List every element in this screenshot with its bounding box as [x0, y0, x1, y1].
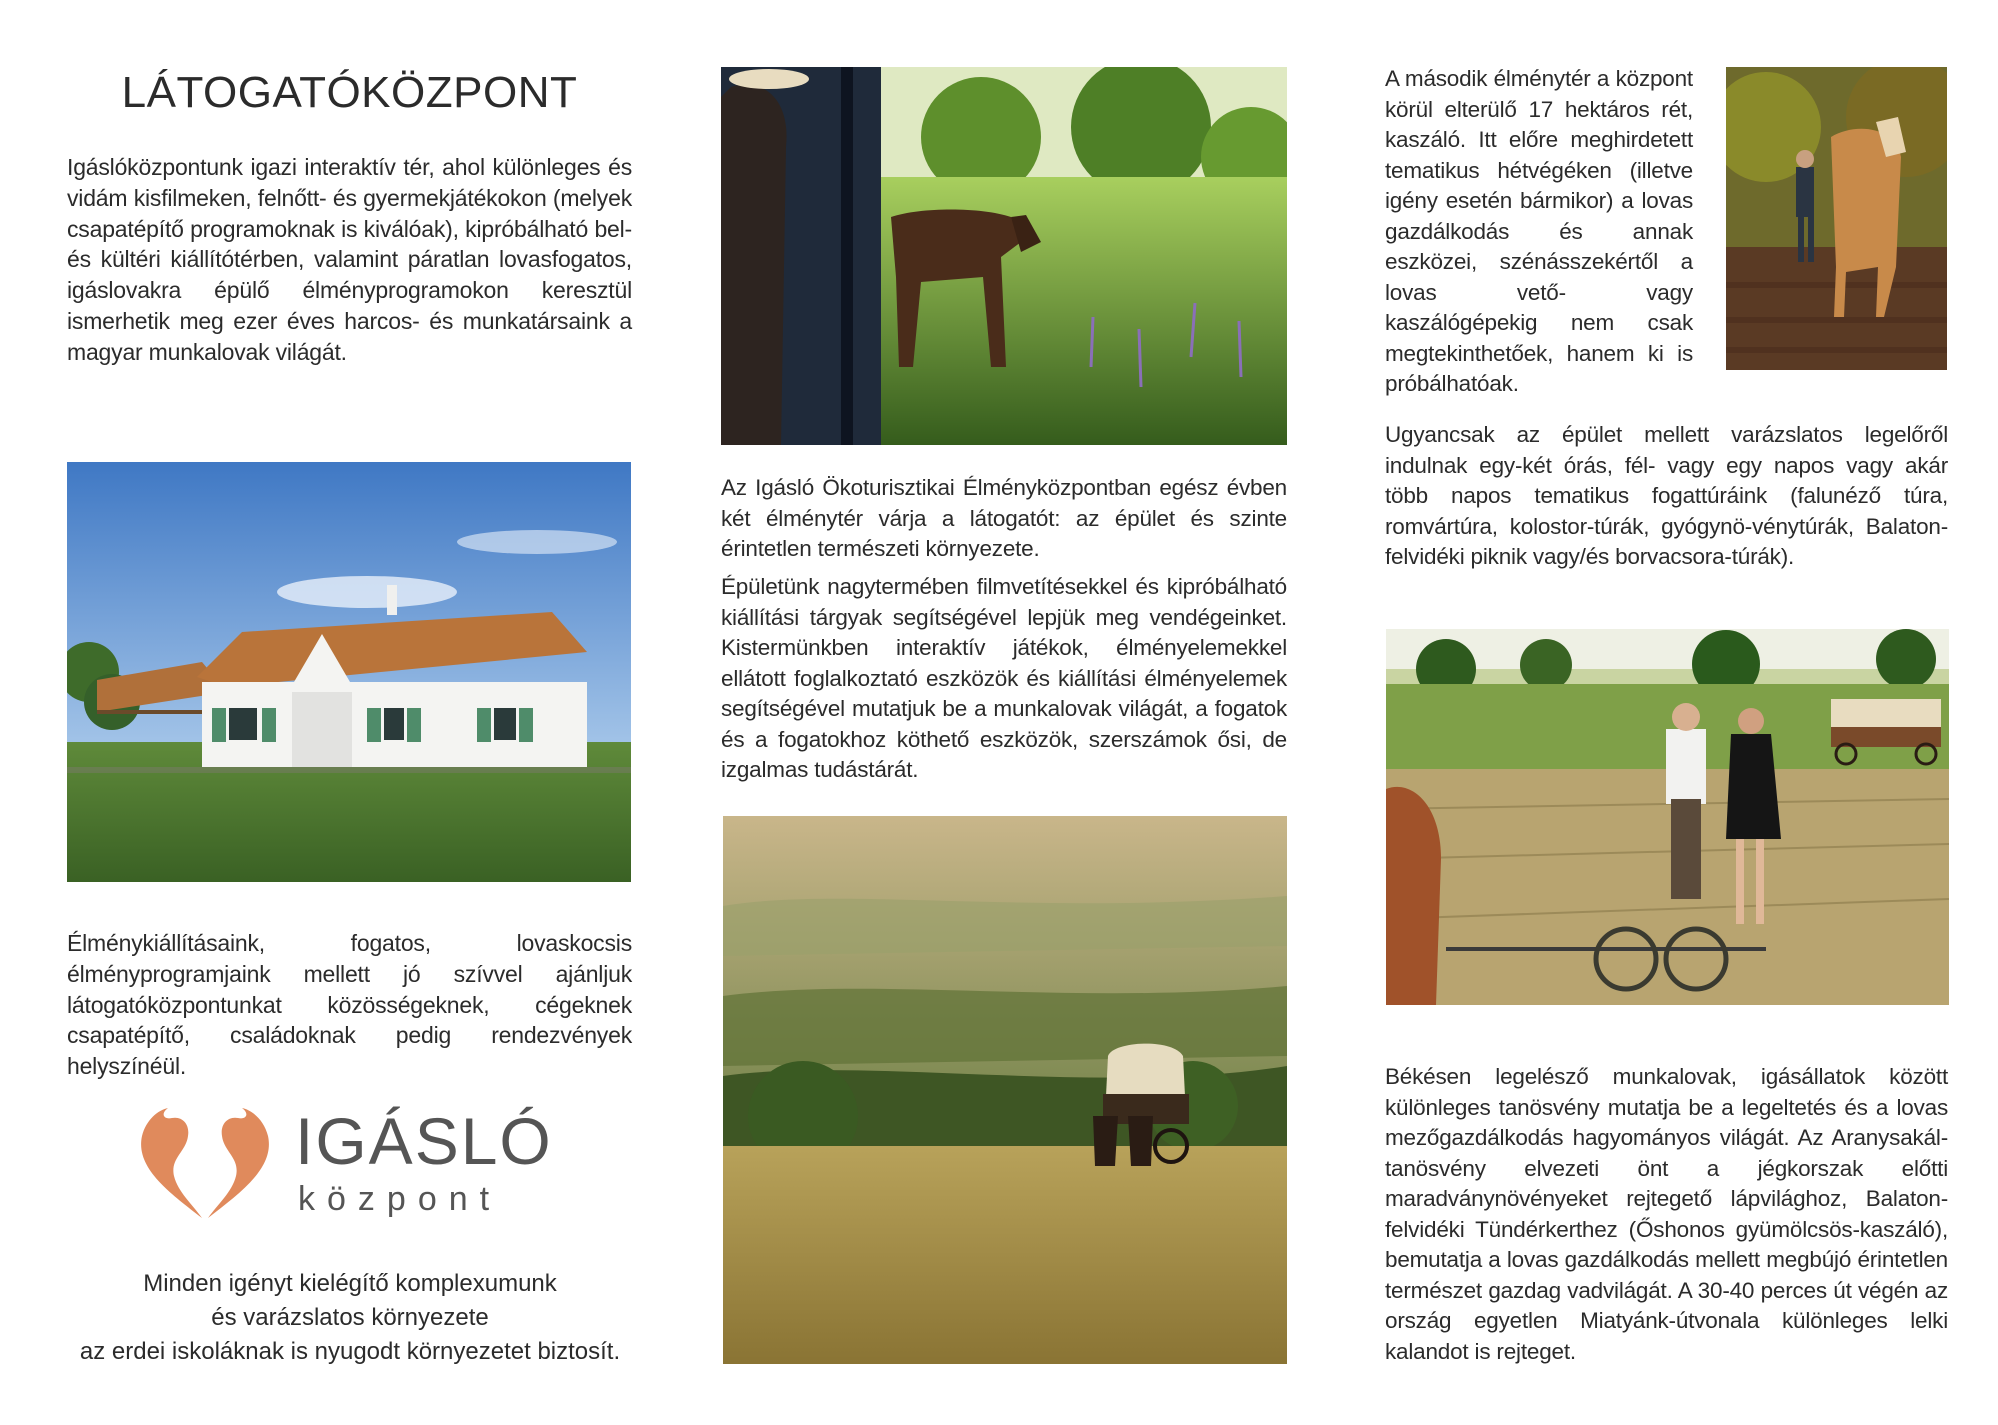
horse-meadow-photo [721, 67, 1287, 445]
closing-line-1: Minden igényt kielégítő komplexumunk [143, 1270, 557, 1297]
logo-subtitle: központ [298, 1180, 502, 1218]
closing-line-3: az erdei iskoláknak is nyugodt környezetet biztosít. [79, 1338, 621, 1365]
logo-wordmark: IGÁSLÓ [295, 1104, 553, 1178]
right-paragraph-3: Békésen legelésző munkalovak, igásállatok között különleges tanösvény mutatja be a legeltetés és a lovas mezőgazdálkodás hagyományos világát. Az Aranysakál-tanösvény elvezeti önt a jégkorszak előtti maradványnövényeket rejtegető lápvilághoz, Balaton-felvidéki Tündérkerthez (Őshonos gyümölcsös-kaszáló), bemutatja a lovas gazdálkodás mellett megbújó érintetlen természet gazdag vadvilágát. A 30-40 perces út végén az ország egyetlen Miatyánk-útvonala különleges lelki kalandot is rejteget. [1385, 1064, 1948, 1364]
igaslo-logo [130, 1098, 570, 1228]
building-render-image [67, 462, 631, 882]
intro-paragraph: Igáslóközpontunk igazi interaktív tér, ahol különleges és vidám kisfilmeken, felnőtt- és gyermekjátékokon (melyek csapatépítő programoknak is kiválóak), kipróbálható bel- és kültéri kiállítótérben, valamint páratlan lovasfogatos, igáslovakra épülő élményprogramokon keresztül ismerhetik meg ezer éves harcos- és munkatársaink a magyar munkalovak világát. [67, 154, 632, 365]
carriage-field-photo [723, 816, 1287, 1364]
closing-line-2: és varázslatos környezete [211, 1304, 489, 1331]
page-title: LÁTOGATÓKÖZPONT [121, 68, 578, 117]
middle-paragraph-1: Az Igásló Ökoturisztikai Élményközpontban egész évben két élménytér várja a látogatót: az épület és szinte érintetlen természeti környezete. [721, 475, 1287, 561]
middle-paragraph-2: Épületünk nagytermében filmvetítésekkel és kipróbálható kiállítási tárgyak segítségével lepjük meg vendégeinket. Kistermünkben interaktív játékok, élményelemekkel ellátott foglalkoztató eszközök és kiállítási élményelemek segítségével mutatjuk be a munkalovak világát, a fogatok és a fogatokhoz köthető eszközök, szerszámok ősi, de izgalmas tudástárát. [721, 574, 1287, 782]
horse-heart-logo-icon [130, 1098, 280, 1223]
right-paragraph-1: A második élménytér a központ körül elterülő 17 hektáros rét, kaszáló. Itt előre meghirdetett tematikus hétvégéken (illetve igény esetén bármikor) a lovas gazdálkodás és annak eszközei, szénásszekértől a lovas vető- vagy kaszálógépekig nem csak megtekinthetőek, hanem ki is próbálhatóak. [1385, 66, 1693, 396]
closing-text [50, 1267, 650, 1369]
events-paragraph: Élménykiállításaink, fogatos, lovaskocsis élményprogramjaink mellett jó szívvel ajánljuk látogatóközpontunkat közösségeknek, cégeknek csapatépítő, családoknak pedig rendezvények helyszínéül. [67, 930, 632, 1080]
plowing-couple-photo [1386, 629, 1949, 1005]
right-paragraph-2: Ugyancsak az épület mellett varázslatos legelőről indulnak egy-két órás, fél- vagy egy napos vagy akár több napos tematikus fogattúráink (falunéző túra, romvártúra, kolostor-túrák, gyógynö-vénytúrák, Balaton-felvidéki piknik vagy/és borvacsora-túrák). [1385, 422, 1948, 569]
plowing-vineyard-photo [1726, 67, 1947, 370]
